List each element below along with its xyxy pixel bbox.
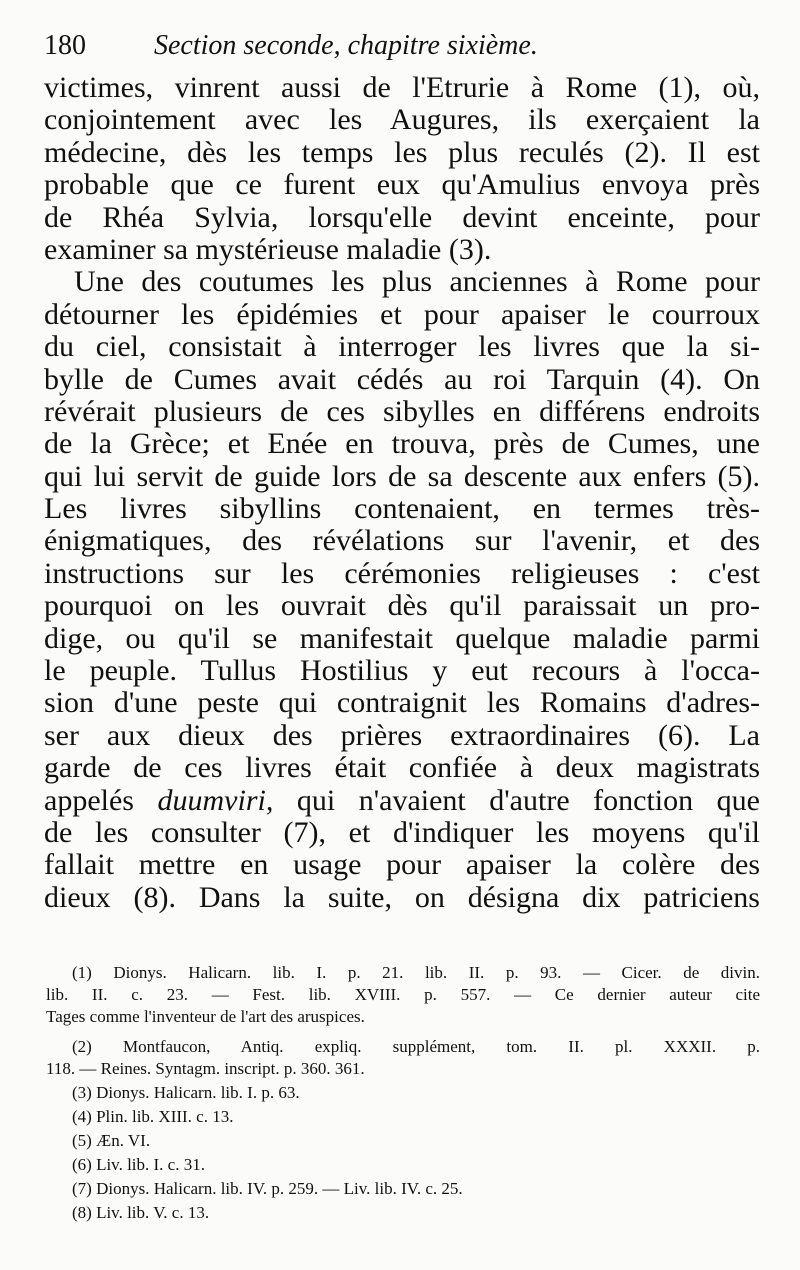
body-line: médecine, dès les temps les plus reculés (2). Il est bbox=[44, 136, 760, 169]
body-line: le peuple. Tullus Hostilius y eut recours à l'occa- bbox=[44, 655, 760, 688]
footnote-1-line: Tages comme l'inventeur de l'art des aruspices. bbox=[46, 1007, 365, 1026]
body-line: dieux (8). Dans la suite, on désigna dix patriciens bbox=[44, 881, 760, 914]
body-line: bylle de Cumes avait cédés au roi Tarquin (4). On bbox=[44, 363, 760, 396]
body-line: instructions sur les cérémonies religieuses : c'est bbox=[44, 557, 760, 590]
body-line: probable que ce furent eux qu'Amulius envoya près bbox=[44, 169, 760, 202]
italic-term: duumviri, bbox=[157, 784, 274, 817]
footnote-8: (8) Liv. lib. V. c. 13. bbox=[72, 1203, 210, 1222]
footnote-6: (6) Liv. lib. I. c. 31. bbox=[72, 1155, 205, 1174]
body-line: qui lui servit de guide lors de sa descente aux enfers (5). bbox=[44, 460, 760, 493]
body-line: victimes, vinrent aussi de l'Etrurie à Rome (1), où, bbox=[44, 72, 760, 104]
footnote-1-line: (1) Dionys. Halicarn. lib. I. p. 21. lib. II. p. 93. — Cicer. de divin. bbox=[72, 963, 760, 982]
footnote-2-line: (2) Montfaucon, Antiq. expliq. supplément, tom. II. pl. XXXII. p. bbox=[72, 1037, 760, 1056]
body-line: énigmatiques, des révélations sur l'avenir, et des bbox=[44, 525, 760, 558]
body-line: examiner sa mystérieuse maladie (3). bbox=[44, 233, 492, 266]
page-header bbox=[44, 30, 760, 70]
body-line: de Rhéa Sylvia, lorsqu'elle devint enceinte, pour bbox=[44, 201, 760, 234]
footnote-1-line: lib. II. c. 23. — Fest. lib. XVIII. p. 557. — Ce dernier auteur cite bbox=[46, 985, 760, 1004]
body-line: ser aux dieux des prières extraordinaires (6). La bbox=[44, 719, 760, 752]
footnotes bbox=[46, 962, 760, 1224]
body-line: détourner les épidémies et pour apaiser le courroux bbox=[44, 298, 760, 331]
body-line: conjointement avec les Augures, ils exerçaient la bbox=[44, 104, 760, 137]
body-line: de les consulter (7), et d'indiquer les moyens qu'il bbox=[44, 816, 760, 849]
footnote-5: (5) Æn. VI. bbox=[72, 1131, 151, 1150]
body-text bbox=[44, 72, 760, 914]
body-line: du ciel, consistait à interroger les livres que la si- bbox=[44, 331, 760, 364]
footnote-7: (7) Dionys. Halicarn. lib. IV. p. 259. — Liv. lib. IV. c. 25. bbox=[72, 1179, 463, 1198]
body-line: dige, ou qu'il se manifestait quelque maladie parmi bbox=[44, 622, 760, 655]
body-line: pourquoi on les ouvrait dès qu'il paraissait un pro- bbox=[44, 590, 760, 623]
body-line: garde de ces livres était confiée à deux magistrats bbox=[44, 752, 760, 785]
body-line: de la Grèce; et Enée en trouva, près de Cumes, une bbox=[44, 428, 760, 461]
footnote-2-line: 118. — Reines. Syntagm. inscript. p. 360. 361. bbox=[46, 1059, 365, 1078]
footnote-3: (3) Dionys. Halicarn. lib. I. p. 63. bbox=[72, 1083, 300, 1102]
body-line-with-italic: appelés duumviri, qui n'avaient d'autre fonction que bbox=[44, 784, 760, 817]
body-line: révérait plusieurs de ces sibylles en différens endroits bbox=[44, 395, 760, 428]
body-line: fallait mettre en usage pour apaiser la colère des bbox=[44, 849, 760, 882]
footnote-4: (4) Plin. lib. XIII. c. 13. bbox=[72, 1107, 234, 1126]
paragraph-start-line: Une des coutumes les plus anciennes à Rome pour bbox=[74, 266, 760, 299]
page-number: 180 bbox=[44, 30, 86, 61]
body-line: sion d'une peste qui contraignit les Romains d'adres- bbox=[44, 687, 760, 720]
running-title: Section seconde, chapitre sixième. bbox=[154, 30, 538, 61]
body-line: Les livres sibyllins contenaient, en termes très- bbox=[44, 493, 760, 526]
